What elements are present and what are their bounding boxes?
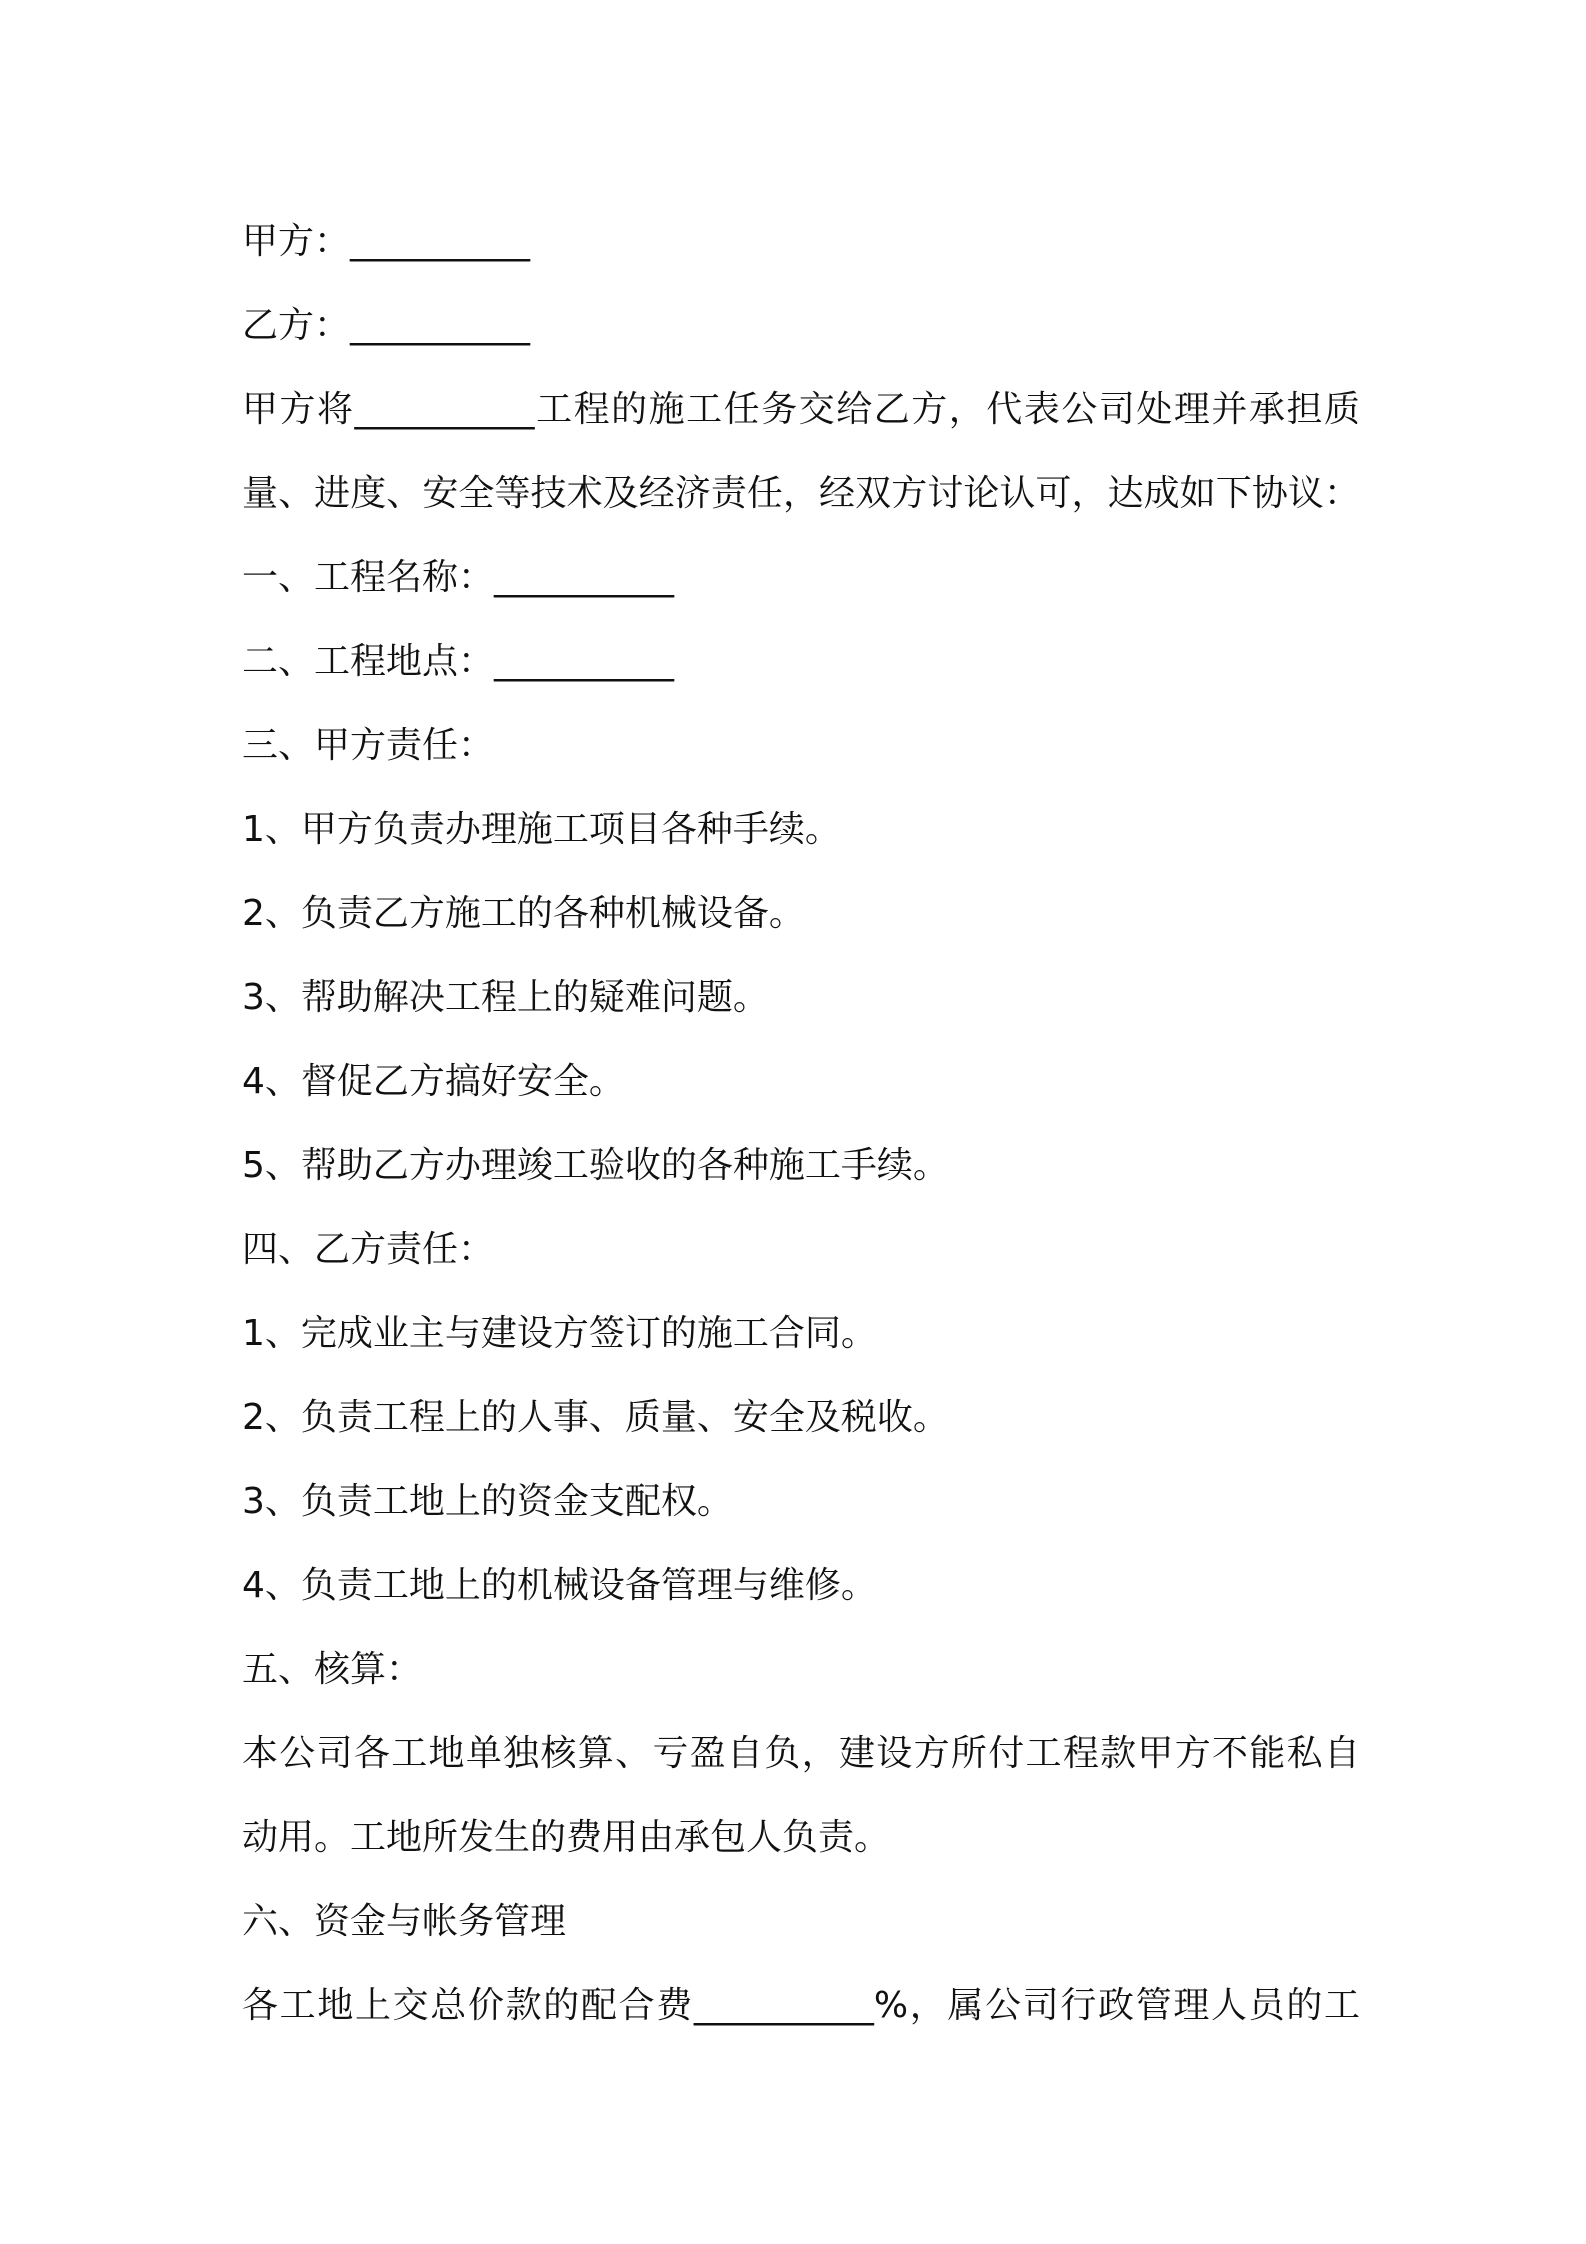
party-b-duty-item: 2、负责工程上的人事、质量、安全及税收。 xyxy=(242,1397,949,1438)
intro-paragraph-line-2: 量、进度、安全等技术及经济责任，经双方讨论认可，达成如下协议： xyxy=(242,473,1360,514)
party-a-line: 甲方：__________ xyxy=(242,221,531,262)
party-a-duty-item: 5、帮助乙方办理竣工验收的各种施工手续。 xyxy=(242,1145,949,1186)
section-project-name: 一、工程名称：__________ xyxy=(242,557,675,598)
intro-paragraph-line-1: 甲方将__________工程的施工任务交给乙方，代表公司处理并承担质 xyxy=(242,389,1360,430)
party-a-duty-item: 4、督促乙方搞好安全。 xyxy=(242,1061,625,1102)
party-b-line: 乙方：__________ xyxy=(242,305,531,346)
section-party-b-duties-heading: 四、乙方责任： xyxy=(242,1229,495,1270)
party-b-duty-item: 3、负责工地上的资金支配权。 xyxy=(242,1481,733,1522)
party-a-duty-item: 3、帮助解决工程上的疑难问题。 xyxy=(242,977,769,1018)
finance-paragraph-line-1: 各工地上交总价款的配合费__________%，属公司行政管理人员的工 xyxy=(242,1985,1360,2026)
party-a-duty-item: 2、负责乙方施工的各种机械设备。 xyxy=(242,893,805,934)
party-a-duty-item: 1、甲方负责办理施工项目各种手续。 xyxy=(242,809,841,850)
accounting-paragraph-line-2: 动用。工地所发生的费用由承包人负责。 xyxy=(242,1817,891,1858)
section-project-location: 二、工程地点：__________ xyxy=(242,641,675,682)
accounting-paragraph-line-1: 本公司各工地单独核算、亏盈自负，建设方所付工程款甲方不能私自 xyxy=(242,1733,1360,1774)
section-accounting-heading: 五、核算： xyxy=(242,1649,423,1690)
section-finance-heading: 六、资金与帐务管理 xyxy=(242,1901,567,1942)
contract-body xyxy=(242,200,1360,2048)
section-party-a-duties-heading: 三、甲方责任： xyxy=(242,725,495,766)
party-b-duty-item: 4、负责工地上的机械设备管理与维修。 xyxy=(242,1565,877,1606)
party-b-duty-item: 1、完成业主与建设方签订的施工合同。 xyxy=(242,1313,877,1354)
